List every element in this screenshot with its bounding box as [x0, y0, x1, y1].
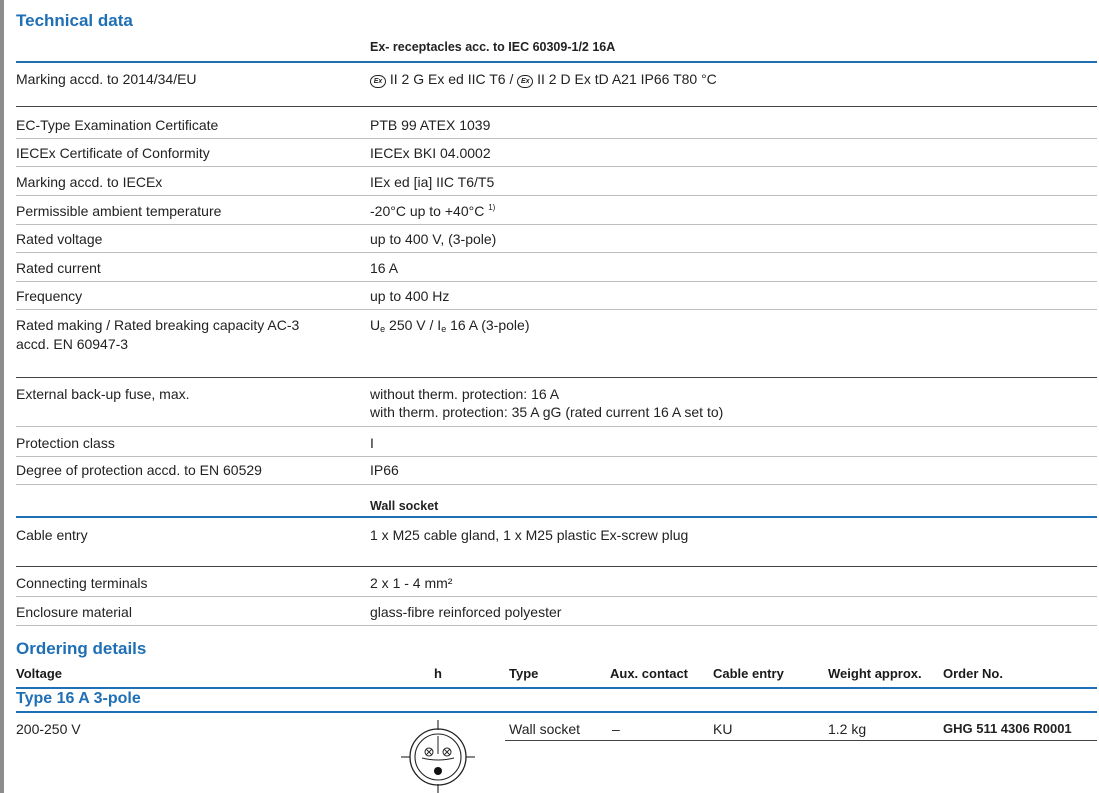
ex-mark-icon: Ex — [517, 75, 533, 88]
row-divider — [16, 484, 1097, 485]
socket-face-icon — [398, 716, 478, 793]
row-weight: 1.2 kg — [828, 721, 867, 737]
col-header-aux: Aux. contact — [610, 666, 689, 681]
row-divider — [16, 281, 1097, 282]
row-divider — [16, 224, 1097, 225]
header-rule — [16, 711, 1097, 713]
row-aux: – — [612, 721, 620, 737]
row-value: IP66 — [370, 462, 399, 478]
row-label: Marking accd. to 2014/34/EU — [16, 71, 197, 87]
row-voltage: 200-250 V — [16, 721, 81, 737]
col-header-weight: Weight approx. — [828, 666, 922, 681]
header-rule — [16, 687, 1097, 689]
row-label: accd. EN 60947-3 — [16, 336, 129, 352]
col-header-order: Order No. — [943, 666, 1003, 681]
row-value: up to 400 V, (3-pole) — [370, 231, 497, 247]
row-value: 2 x 1 - 4 mm² — [370, 575, 453, 591]
row-divider — [16, 566, 1097, 567]
page-left-edge — [0, 0, 4, 793]
row-value: PTB 99 ATEX 1039 — [370, 117, 491, 133]
row-label: Permissible ambient temperature — [16, 203, 222, 219]
group-title: Type 16 A 3-pole — [16, 690, 141, 707]
col-header-cable: Cable entry — [713, 666, 784, 681]
row-value: IEx ed [ia] IIC T6/T5 — [370, 174, 495, 190]
wall-socket-header: Wall socket — [370, 499, 439, 513]
col-header-voltage: Voltage — [16, 666, 62, 681]
row-order-no: GHG 511 4306 R0001 — [943, 721, 1072, 736]
row-divider — [16, 456, 1097, 457]
row-label: Connecting terminals — [16, 575, 148, 591]
row-divider — [16, 252, 1097, 253]
row-value: IECEx BKI 04.0002 — [370, 145, 491, 161]
row-value: without therm. protection: 16 A — [370, 386, 560, 402]
header-rule — [16, 61, 1097, 63]
row-label: Rated voltage — [16, 231, 103, 247]
row-label: EC-Type Examination Certificate — [16, 117, 219, 133]
row-cable: KU — [713, 721, 733, 737]
header-rule — [16, 516, 1097, 518]
row-divider — [16, 166, 1097, 167]
row-label: Frequency — [16, 288, 83, 304]
col-header-type: Type — [509, 666, 539, 681]
row-divider — [16, 625, 1097, 626]
row-divider — [16, 377, 1097, 378]
row-label: Marking accd. to IECEx — [16, 174, 163, 190]
technical-data-title: Technical data — [16, 11, 133, 30]
row-label: Rated current — [16, 260, 101, 276]
ordering-details-title: Ordering details — [16, 639, 147, 658]
row-label: Rated making / Rated breaking capacity AC-3 — [16, 317, 300, 333]
row-divider — [16, 106, 1097, 107]
row-value: 16 A — [370, 260, 399, 276]
row-value: glass-fibre reinforced polyester — [370, 604, 562, 620]
column-header: Ex- receptacles acc. to IEC 60309-1/2 16A — [370, 40, 616, 54]
row-value: 1 x M25 cable gland, 1 x M25 plastic Ex-screw plug — [370, 527, 689, 543]
row-label: Degree of protection accd. to EN 60529 — [16, 462, 262, 478]
row-value: with therm. protection: 35 A gG (rated current 16 A set to) — [370, 404, 724, 420]
row-label: IECEx Certificate of Conformity — [16, 145, 210, 161]
row-type: Wall socket — [509, 721, 581, 737]
row-divider — [16, 195, 1097, 196]
row-divider — [16, 309, 1097, 310]
row-label: Enclosure material — [16, 604, 132, 620]
row-label: External back-up fuse, max. — [16, 386, 190, 402]
ex-mark-icon: Ex — [370, 75, 386, 88]
row-label: Protection class — [16, 435, 115, 451]
row-label: Cable entry — [16, 527, 88, 543]
row-underline — [505, 740, 1097, 741]
row-divider — [16, 138, 1097, 139]
row-value: I — [370, 435, 374, 451]
row-value: $U_e$ 250 V / $I_e$ 16 A (3-pole) — [370, 317, 530, 334]
row-divider — [16, 596, 1097, 597]
col-header-h: h — [434, 666, 442, 681]
row-value: -20°C up to +40°C $^{1)}$ — [370, 203, 496, 219]
row-divider — [16, 426, 1097, 427]
row-value: up to 400 Hz — [370, 288, 450, 304]
row-value: Ex II 2 G Ex ed IIC T6 / Ex II 2 D Ex tD A21 IP66 T80 °C — [370, 71, 717, 88]
